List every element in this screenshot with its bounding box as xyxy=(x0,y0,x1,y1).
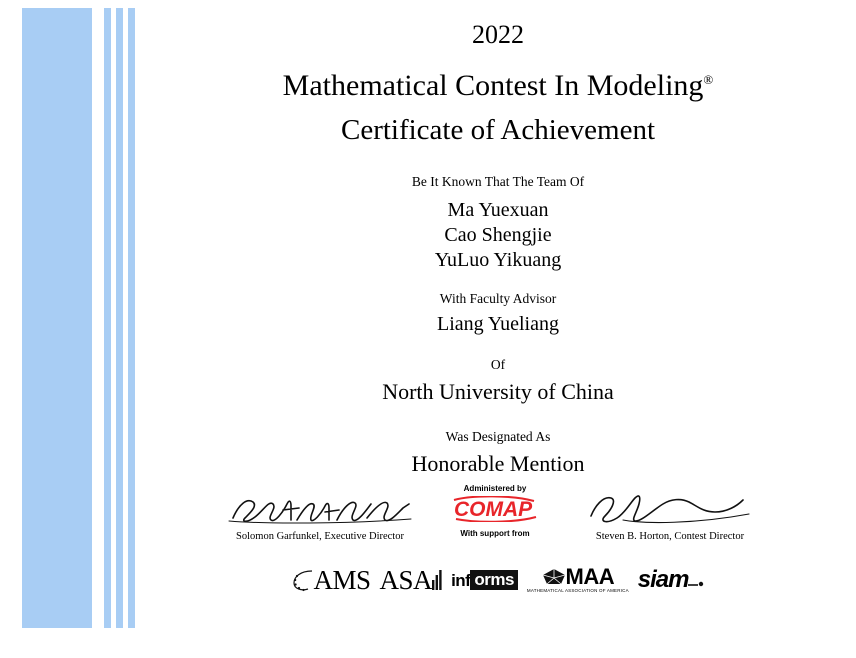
maa-subtitle: MATHEMATICAL ASSOCIATION OF AMERICA xyxy=(526,588,629,594)
siam-dot-icon xyxy=(688,572,704,588)
signature-caption-left: Solomon Garfunkel, Executive Director xyxy=(236,531,404,542)
informs-boxed-label: orms xyxy=(470,570,518,590)
team-member: YuLuo Yikuang xyxy=(434,249,562,271)
signature-caption-right: Steven B. Horton, Contest Director xyxy=(595,531,745,542)
signature-steven-horton-icon xyxy=(585,490,755,528)
accent-bar-thin-1 xyxy=(104,8,111,628)
accent-bar-wide xyxy=(22,8,92,628)
asa-label: ASA xyxy=(379,564,433,595)
registered-trademark-icon: ® xyxy=(703,72,714,87)
contest-year: 2022 xyxy=(472,20,524,49)
institution-name: North University of China xyxy=(382,379,614,404)
accent-bar-thin-3 xyxy=(128,8,135,628)
sponsor-siam-logo xyxy=(638,568,705,592)
certificate-subtitle: Certificate of Achievement xyxy=(340,114,656,146)
team-member-list xyxy=(140,198,856,273)
ams-label: AMS xyxy=(313,564,371,595)
ams-swirl-icon xyxy=(292,567,314,593)
maa-label: MAA xyxy=(565,564,615,590)
designation-label: Was Designated As xyxy=(445,429,551,444)
advisor-label: With Faculty Advisor xyxy=(439,291,557,306)
signature-solomon-garfunkel-icon xyxy=(225,490,415,528)
comap-logo-block xyxy=(425,484,565,539)
team-member: Cao Shengjie xyxy=(444,224,552,246)
team-label: Be It Known That The Team Of xyxy=(411,174,585,189)
siam-label: siam xyxy=(637,566,689,593)
sponsor-informs-logo xyxy=(451,570,518,590)
comap-logo-icon xyxy=(452,496,538,522)
maa-icosahedron-icon xyxy=(542,568,566,586)
svg-text:COMAP: COMAP xyxy=(454,498,533,521)
award-name: Honorable Mention xyxy=(411,451,585,476)
signature-section xyxy=(140,484,856,570)
team-member: Ma Yuexuan xyxy=(447,199,549,221)
accent-bar-thin-2 xyxy=(116,8,123,628)
support-from-label: With support from xyxy=(460,529,530,538)
informs-prefix-label: inf xyxy=(451,570,471,590)
sponsor-maa-logo xyxy=(527,566,629,594)
of-label: Of xyxy=(490,357,506,372)
signature-block-right xyxy=(550,490,790,544)
administered-by-label: Administered by xyxy=(463,484,527,493)
contest-title-text: Mathematical Contest In Modeling xyxy=(282,69,704,102)
advisor-name: Liang Yueliang xyxy=(436,313,559,335)
sponsor-logo-row xyxy=(140,560,856,600)
asa-bars-icon xyxy=(432,568,442,592)
sponsor-asa-logo xyxy=(379,564,443,595)
decorative-bars xyxy=(0,0,140,658)
sponsor-ams-logo xyxy=(292,564,371,595)
signature-block-left xyxy=(200,490,440,544)
contest-title xyxy=(140,60,856,106)
